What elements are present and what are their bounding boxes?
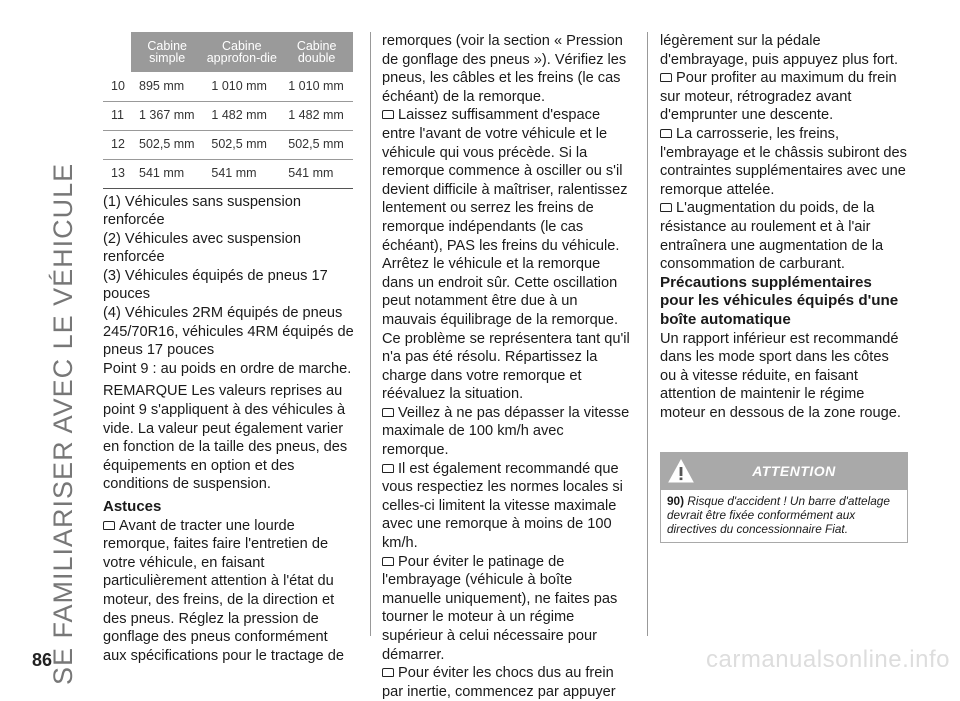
car-icon (382, 557, 394, 566)
precautions-heading: Précautions supplémentaires pour les véhicules équipés d'une boîte automatique (660, 273, 899, 328)
table-row: 13 541 mm 541 mm 541 mm (103, 159, 353, 188)
table-header-approfondie: Cabine approfon-die (203, 32, 280, 72)
tip-item: Pour profiter au maximum du frein sur moteur, rétrogradez avant d'emprunter une descente. (660, 70, 897, 124)
warning-title: ATTENTION (752, 463, 836, 480)
astuces-heading: Astuces (103, 498, 162, 515)
tip-item: Veillez à ne pas dépasser la vitesse maximale de 100 km/h avec remorque. (382, 404, 630, 459)
note-3: (3) Véhicules équipés de pneus 17 pouces (103, 267, 328, 303)
table-row: 11 1 367 mm 1 482 mm 1 482 mm (103, 101, 353, 130)
precautions-paragraph: Un rapport inférieur est recommandé dans les mode sport dans les côtes ou à vitesse réduite, en faisant attention de maintenir le régime moteur en dessous de la zone rouge. (660, 330, 901, 421)
tip-item: Avant de tracter une lourde remorque, faites faire l'entretien de votre véhicule, en faisant particulièrement attention à l'état du moteur, des freins, de la direction et des pneus. Réglez la pression de gonflage des pneus conformément aux spécifications pour le tractage de (103, 517, 344, 664)
tip-item: L'augmentation du poids, de la résistance au roulement et à l'air entraînera une augmentation de la consommation de carburant. (660, 200, 884, 273)
continuation-text: remorques (voir la section « Pression de gonflage des pneus »). Vérifiez les pneus, les câbles et les freins (le cas échéant) de la remorque. (382, 33, 627, 105)
car-icon (660, 203, 672, 212)
tip-item: Laissez suffisamment d'espace entre l'avant de votre véhicule et le véhicule qui vous précède. Si la remorque commence à osciller ou s'il devient difficile à maîtriser, ralentissez lentement ou serrez les freins de remorque indépendants (le cas échéant), PAS les freins du véhicule. Arrêtez le véhicule et la remorque dans un endroit sûr. Cette oscillation peut notamment être due à un mauvais équilibrage de la remorque. Ce problème se représentera tant qu'il n'a pas été résolu. Répartissez la charge dans votre remorque et réévaluez la situation. (382, 107, 630, 403)
page-number: 86 (32, 650, 53, 670)
note-4: (4) Véhicules 2RM équipés de pneus 245/70R16, véhicules 4RM équipés de pneus 17 pouces (103, 305, 354, 359)
dimensions-table (103, 32, 353, 189)
tip-item: La carrosserie, les freins, l'embrayage et le châssis subiront des contraintes supplémentaires avec une remorque attelée. (660, 125, 907, 198)
car-icon (660, 129, 672, 138)
warning-number: 90) (667, 494, 685, 509)
note-2: (2) Véhicules avec suspension renforcée (103, 230, 301, 266)
table-header-blank (103, 32, 131, 72)
table-header-double: Cabine double (280, 32, 353, 72)
table-row: 10 895 mm 1 010 mm 1 010 mm (103, 72, 353, 101)
column-2 (382, 32, 634, 701)
tip-item: Pour éviter le patinage de l'embrayage (véhicule à boîte manuelle uniquement), ne faites pas tourner le moteur à un régime supérieur à celui nécessaire pour démarrer. (382, 553, 618, 663)
car-icon (660, 73, 672, 82)
section-side-title: SE FAMILIARISER AVEC LE VÉHICULE (48, 162, 78, 685)
table-header-simple: Cabine simple (131, 32, 203, 72)
warning-box (660, 452, 908, 543)
remarque-paragraph: REMARQUE Les valeurs reprises au point 9 s'appliquent à des véhicules à vide. La valeur peut également varier en fonction de la taille des pneus, des équipements en option et des conditions de suspension. (103, 383, 348, 493)
warning-text: Risque d'accident ! Un barre d'attelage devrait être fixée conformément aux directives du concessionnaire Fiat. (667, 494, 890, 537)
car-icon (382, 464, 394, 473)
column-separator (647, 32, 648, 636)
continuation-text: légèrement sur la pédale d'embrayage, puis appuyez plus fort. (660, 33, 899, 68)
note-1: (1) Véhicules sans suspension renforcée (103, 193, 301, 229)
car-icon (382, 668, 394, 677)
column-separator (370, 32, 371, 636)
car-icon (382, 110, 394, 119)
table-row: 12 502,5 mm 502,5 mm 502,5 mm (103, 130, 353, 159)
column-3 (660, 32, 908, 543)
car-icon (382, 408, 394, 417)
watermark: carmanualsonline.info (706, 646, 950, 673)
warning-body (660, 490, 908, 543)
column-1 (103, 32, 355, 665)
warning-triangle-icon (668, 458, 694, 484)
tip-item: Il est également recommandé que vous respectiez les normes locales si celles-ci limitent la vitesse maximale avec une remorque à moins de 100 km/h. (382, 460, 623, 552)
warning-header (660, 452, 908, 490)
note-5: Point 9 : au poids en ordre de marche. (103, 360, 352, 377)
tip-item: Pour éviter les chocs dus au frein par inertie, commencez par appuyer (382, 665, 616, 700)
car-icon (103, 521, 115, 530)
